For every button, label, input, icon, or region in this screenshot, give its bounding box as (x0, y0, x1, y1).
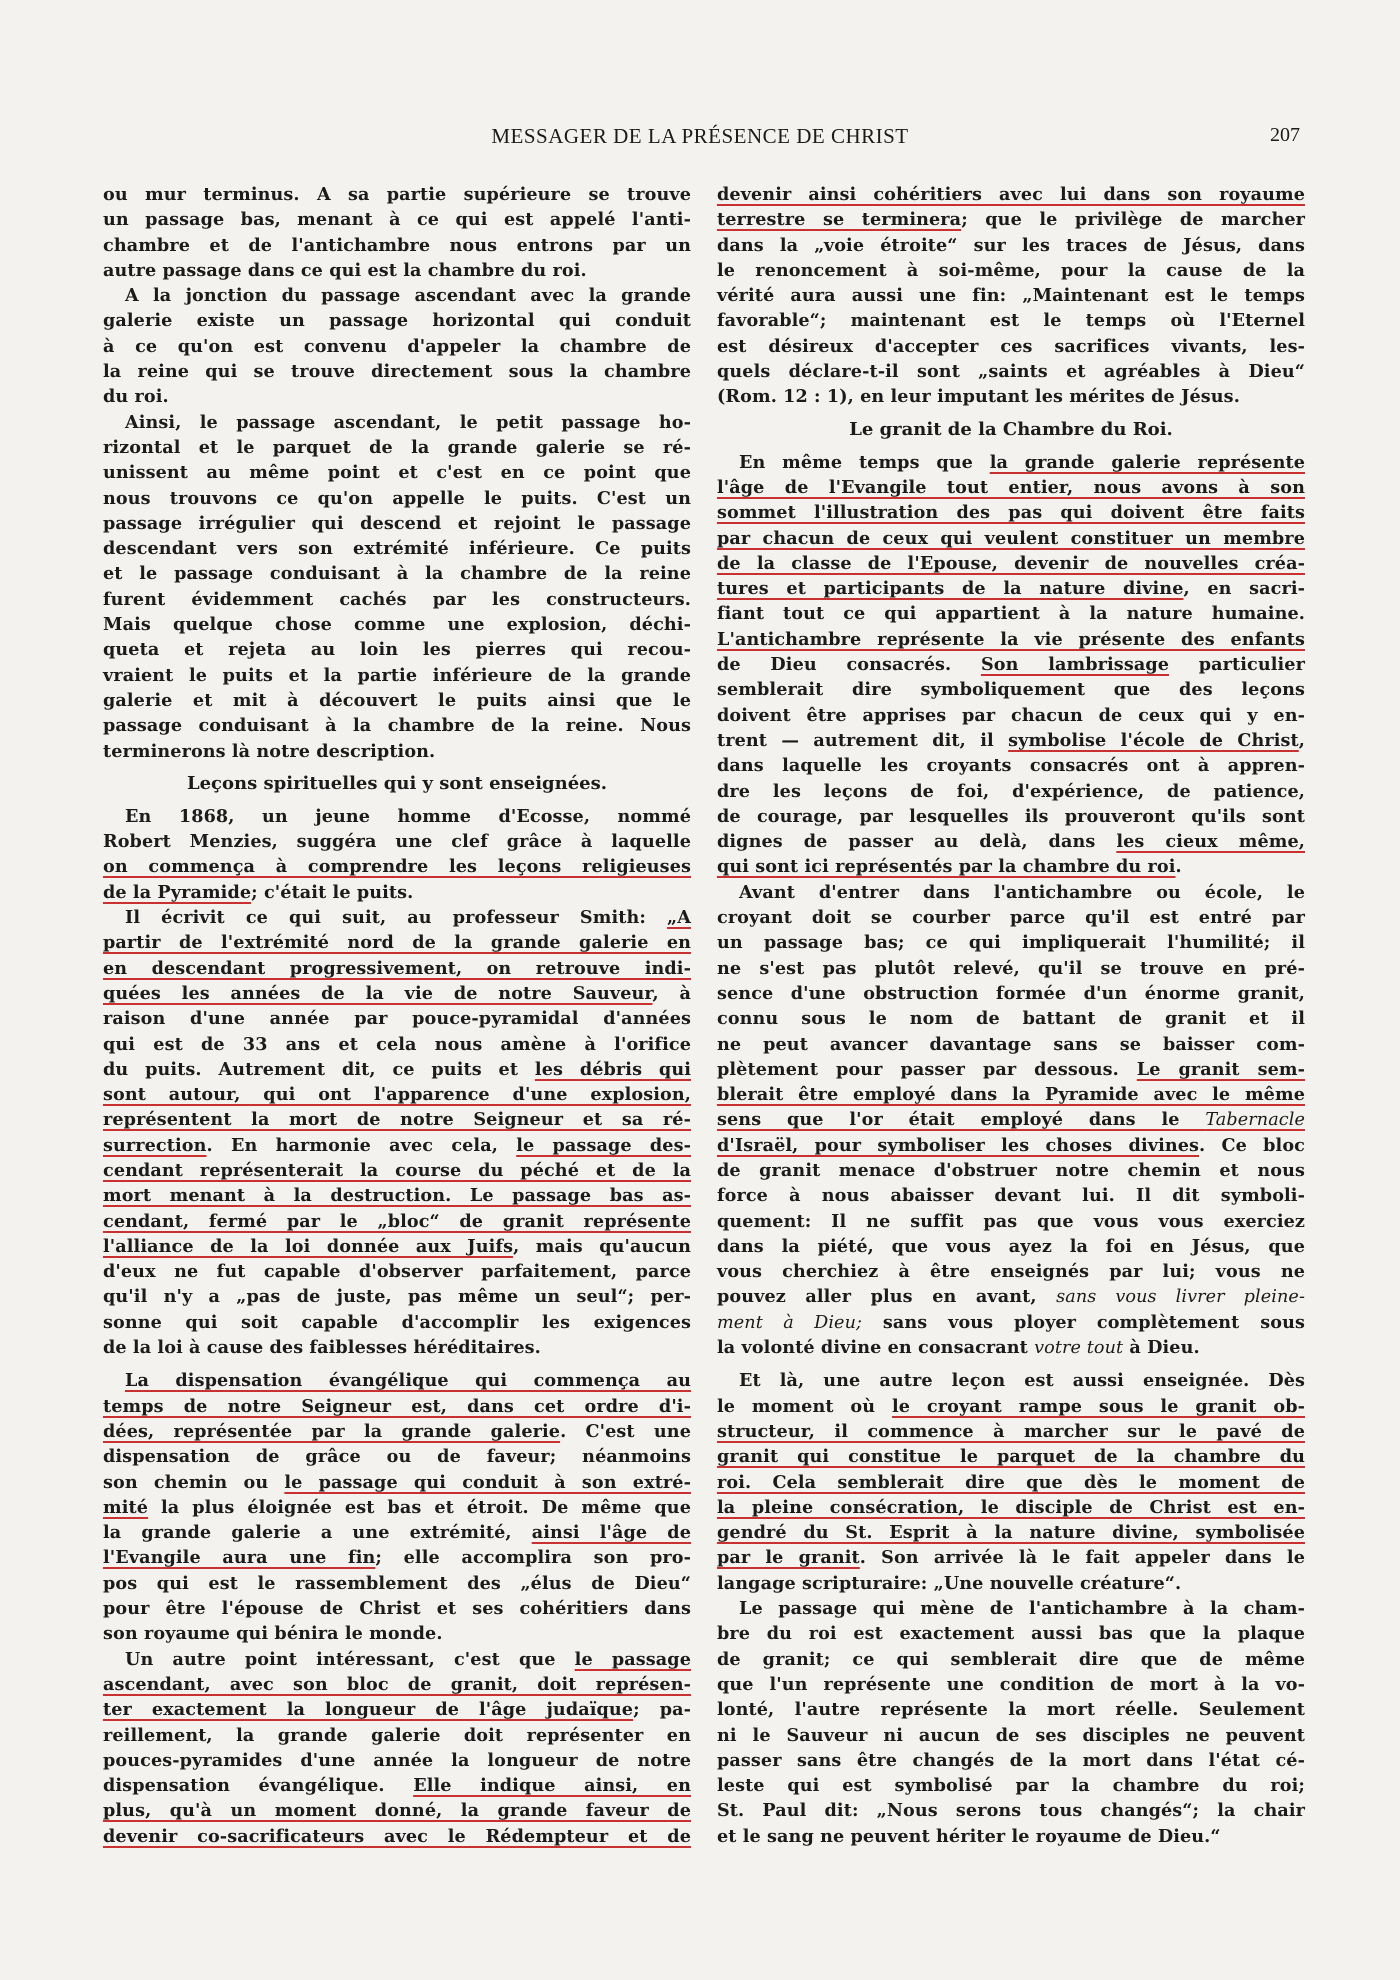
text-segment: furent évidemment cachés par les constructeurs. (103, 588, 691, 610)
text-line (717, 1495, 1305, 1520)
text-line (717, 475, 1305, 500)
text-line (103, 334, 691, 359)
text-segment: trent — autrement dit, il (717, 729, 1009, 751)
text-segment: du puits. Autrement dit, ce puits et (103, 1058, 535, 1080)
text-line (717, 1310, 1305, 1335)
text-line (717, 703, 1305, 728)
underlined-text: Tabernacle (1205, 1110, 1305, 1131)
text-segment: connu sous le nom de battant de granit et il (717, 1008, 1305, 1030)
text-segment: pouvez aller plus en avant, (717, 1286, 1057, 1308)
text-line (103, 854, 691, 879)
text-line (103, 1368, 691, 1393)
text-line (717, 1444, 1305, 1469)
text-line (103, 981, 691, 1006)
text-line (717, 233, 1305, 258)
text-segment: ne peut avancer davantage sans se baisser com- (717, 1033, 1305, 1055)
text-line (717, 551, 1305, 576)
underlined-text: ter exactement la longueur de l'âge judaïque (103, 1699, 634, 1721)
underlined-text: sens que l'or était employé dans le (717, 1109, 1206, 1131)
text-line (103, 688, 691, 713)
text-line (103, 561, 691, 586)
text-segment: dans la „voie étroite“ sur les traces de Jésus, dans (717, 234, 1305, 256)
text-line (717, 1672, 1305, 1697)
text-line (717, 1284, 1305, 1309)
text-line (717, 1571, 1305, 1596)
text-segment: dans la piété, que vous ayez la foi en Jésus, que (717, 1235, 1305, 1257)
text-segment: son chemin ou (103, 1471, 285, 1493)
text-segment: vérité aura aussi une fin: „Maintenant est le temps (717, 285, 1305, 307)
text-segment: vous cherchiez à être enseignés par lui; vous ne (717, 1261, 1305, 1283)
underlined-text: gendré du St. Esprit à la nature divine, symbolisée (717, 1522, 1305, 1544)
text-segment: langage scripturaire: „Une nouvelle créature“. (717, 1572, 1182, 1594)
text-line (717, 1234, 1305, 1259)
text-segment: sonne qui soit capable d'accomplir les exigences (103, 1311, 691, 1333)
text-line (717, 1697, 1305, 1722)
text-line (103, 1032, 691, 1057)
text-segment: autre passage dans ce qui est la chambre du roi. (103, 259, 587, 281)
text-segment: passage conduisant à la chambre de la reine. Nous (103, 715, 691, 737)
text-line (103, 1520, 691, 1545)
underlined-text: Son lambrissage (980, 654, 1170, 676)
underlined-text: devenir ainsi cohéritiers avec lui dans son royaume (717, 184, 1305, 205)
text-line (717, 1470, 1305, 1495)
underlined-text: l'âge de l'Evangile tout entier, nous avons à son (717, 476, 1305, 498)
text-line (717, 1647, 1305, 1672)
text-line (717, 627, 1305, 652)
text-segment: un passage bas, menant à ce qui est appelé l'anti- (103, 209, 691, 231)
text-segment: chambre et de l'antichambre nous entrons par un (103, 234, 691, 256)
text-line (103, 460, 691, 485)
text-segment: un passage bas; ce qui impliquerait l'humilité; il (717, 932, 1305, 954)
text-segment: . Ce bloc (1199, 1134, 1305, 1156)
text-segment: ne s'est pas plutôt relevé, qu'il se trouve en pré- (717, 957, 1305, 979)
text-segment: à ce qu'on est convenu d'appeler la chambre de (103, 335, 691, 357)
text-segment: est désireux d'accepter ces sacrifices vivants, les- (717, 335, 1305, 357)
text-segment: de courage, par lesquelles ils prouveront qu'ils sont (717, 805, 1305, 827)
text-segment: quement: Il ne suffit pas que vous vous exerciez (717, 1210, 1305, 1232)
text-segment: St. Paul dit: „Nous serons tous changés“; la chair (717, 1800, 1305, 1822)
text-line (103, 612, 691, 637)
running-header (0, 124, 1400, 154)
text-segment: ; c'était le puits. (251, 881, 414, 903)
text-segment: de la loi à cause des faiblesses héréditaires. (103, 1337, 541, 1359)
text-line (103, 1158, 691, 1183)
text-line (717, 728, 1305, 753)
text-line (717, 1057, 1305, 1082)
text-segment: ni le Sauveur ni aucun de ses disciples ne peuvent (717, 1724, 1305, 1746)
text-line (103, 880, 691, 905)
text-line (717, 829, 1305, 854)
text-line (717, 956, 1305, 981)
underlined-text: la pleine consécration, le disciple de Christ est en- (717, 1496, 1305, 1518)
text-line (103, 511, 691, 536)
text-line (717, 1596, 1305, 1621)
text-segment: dignes de passer au delà, dans (717, 831, 1117, 853)
right-column (717, 182, 1305, 1849)
underlined-text: l'Evangile aura une fin (103, 1547, 376, 1569)
text-line (717, 601, 1305, 626)
underlined-text: mité (103, 1496, 149, 1518)
section-heading: Leçons spirituelles qui y sont enseignées. (186, 772, 608, 794)
left-column (103, 182, 691, 1849)
text-line (103, 1495, 691, 1520)
text-line (103, 1773, 691, 1798)
text-segment: Mais quelque chose comme une explosion, déchi- (103, 614, 691, 636)
text-line (103, 663, 691, 688)
underlined-text: mort menant à la destruction. Le passage bas as- (103, 1185, 691, 1207)
text-line (717, 1259, 1305, 1284)
text-segment: vraient le puits et la partie inférieure de la grande (103, 664, 691, 686)
page-number: 207 (1270, 124, 1300, 146)
text-segment: doivent être apprises par chacun de ceux qui y en- (717, 704, 1305, 726)
text-line (717, 1621, 1305, 1646)
text-line (717, 1183, 1305, 1208)
text-line (103, 1545, 691, 1570)
text-segment: Un autre point intéressant, c'est que (125, 1648, 575, 1670)
underlined-text: dées, représentée par la grande galerie (103, 1420, 561, 1442)
text-segment: galerie existe un passage horizontal qui conduit (103, 310, 691, 332)
underlined-text: devenir co-sacrificateurs avec le Rédempteur et de (103, 1825, 691, 1847)
text-line (717, 1158, 1305, 1183)
underlined-text: d'Israël, pour symboliser les choses divines (717, 1134, 1200, 1156)
text-line (103, 536, 691, 561)
text-segment: sence d'une obstruction formée d'un énorme granit, (717, 982, 1305, 1004)
section-heading: Le granit de la Chambre du Roi. (849, 418, 1173, 440)
text-line (103, 410, 691, 435)
text-line (103, 258, 691, 283)
text-line (103, 1183, 691, 1208)
text-segment: et le passage conduisant à la chambre de la reine (103, 563, 691, 585)
text-segment: la volonté divine en consacrant (717, 1337, 1035, 1359)
text-segment: Le passage qui mène de l'antichambre à la cham- (739, 1598, 1305, 1620)
text-segment: et le sang ne peuvent hériter le royaume de Dieu.“ (717, 1825, 1221, 1847)
text-line (103, 1470, 691, 1495)
text-line (103, 1697, 691, 1722)
text-line (103, 207, 691, 232)
text-segment: . (1175, 856, 1182, 878)
text-line (103, 1748, 691, 1773)
text-line (717, 677, 1305, 702)
text-line (103, 283, 691, 308)
text-segment: dispensation évangélique. (103, 1775, 414, 1797)
underlined-text: structeur, il commence à marcher sur le pavé de (717, 1420, 1305, 1442)
text-line (717, 1748, 1305, 1773)
text-line (103, 182, 691, 207)
underlined-text: roi. Cela semblerait dire que dès le moment de (717, 1471, 1305, 1493)
text-segment: que l'un représente une condition de mort à la vo- (717, 1673, 1305, 1695)
text-segment: Il écrivit ce qui suit, au professeur Smith: (125, 907, 668, 929)
underlined-text: sont autour, qui ont l'apparence d'une explosion, (103, 1084, 691, 1106)
text-line (717, 359, 1305, 384)
underlined-text: de la classe de l'Epouse, devenir de nouvelles créa- (717, 552, 1305, 574)
underlined-text: surrection (103, 1134, 207, 1156)
underlined-text: le passage des- (516, 1134, 691, 1156)
text-line (717, 1032, 1305, 1057)
text-line (103, 1824, 691, 1849)
underlined-text: „A (667, 907, 691, 929)
text-segment: bre du roi est exactement aussi bas que la plaque (717, 1623, 1305, 1645)
text-line (717, 753, 1305, 778)
underlined-text: partir de l'extrémité nord de la grande galerie en (103, 932, 691, 954)
italic-text: votre tout (1034, 1338, 1124, 1359)
text-line (717, 804, 1305, 829)
text-segment: passer sans être changés de la mort dans l'état cé- (717, 1749, 1305, 1771)
text-segment: pos qui est le rassemblement des „élus de Dieu“ (103, 1572, 691, 1594)
text-line (103, 587, 691, 612)
text-line (717, 779, 1305, 804)
underlined-text: l'alliance de la loi donnée aux Juifs (103, 1235, 514, 1257)
text-segment: Robert Menzies, suggéra une clef grâce à laquelle (103, 831, 691, 853)
text-segment: unissent au même point et c'est en ce point que (103, 462, 691, 484)
underlined-text: représentent la mort de notre Seigneur et sa ré- (103, 1109, 691, 1131)
text-line (103, 1335, 691, 1360)
text-segment: de granit; ce qui semblerait dire que de même (717, 1648, 1305, 1670)
text-segment: pour être l'épouse de Christ et ses cohéritiers dans (103, 1598, 691, 1620)
text-segment: descendant vers son extrémité inférieure. Ce puits (103, 538, 691, 560)
text-line (717, 283, 1305, 308)
text-segment: fiant tout ce qui appartient à la nature humaine. (717, 603, 1305, 625)
text-segment: , mais qu'aucun (513, 1235, 691, 1257)
text-line (103, 1310, 691, 1335)
text-line (717, 450, 1305, 475)
text-line (717, 880, 1305, 905)
text-segment: sans vous ployer complètement sous (862, 1311, 1305, 1333)
underlined-text: terrestre se terminera (717, 209, 962, 231)
text-line (717, 1545, 1305, 1570)
text-segment: ; que le privilège de marcher (961, 209, 1306, 231)
text-segment: du roi. (103, 386, 169, 408)
text-segment: , (1298, 729, 1305, 751)
text-line (103, 1006, 691, 1031)
text-line (717, 1107, 1305, 1132)
underlined-text: tures et participants de la nature divine (717, 578, 1184, 600)
text-segment: à Dieu. (1123, 1337, 1200, 1359)
text-line (103, 1672, 691, 1697)
text-line (103, 1571, 691, 1596)
underlined-text: le croyant rampe sous le granit ob- (892, 1395, 1305, 1417)
text-segment: leste qui est symbolisé par la chambre du roi; (717, 1775, 1305, 1797)
text-line (103, 1259, 691, 1284)
underlined-text: de la Pyramide (103, 881, 252, 903)
text-line (103, 930, 691, 955)
underlined-text: qui sont ici représentés par la chambre du roi (717, 856, 1176, 878)
text-segment: d'eux ne fut capable d'observer parfaitement, parce (103, 1261, 691, 1283)
text-line (717, 854, 1305, 879)
underlined-text: symbolise l'école de Christ (1008, 729, 1299, 751)
underlined-text: par le granit (717, 1547, 860, 1569)
text-segment: de granit menace d'obstruer notre chemin et nous (717, 1159, 1305, 1181)
text-segment: dre les leçons de foi, d'expérience, de patience, (717, 780, 1305, 802)
text-segment: la grande galerie a une extrémité, (103, 1522, 532, 1544)
text-line (103, 804, 691, 829)
text-line (103, 1723, 691, 1748)
text-line (717, 1209, 1305, 1234)
text-line (717, 1006, 1305, 1031)
text-line (103, 1621, 691, 1646)
text-segment: Ainsi, le passage ascendant, le petit passage ho- (125, 411, 691, 433)
text-line (103, 1133, 691, 1158)
text-line (717, 1133, 1305, 1158)
underlined-text: par chacun de ceux qui veulent constituer un membre (717, 527, 1305, 549)
underlined-text: temps de notre Seigneur est, dans cet ordre d'i- (103, 1395, 691, 1417)
text-line (103, 1444, 691, 1469)
underlined-text: la grande galerie représente (989, 451, 1305, 473)
underlined-text: Elle indique ainsi, en (413, 1775, 691, 1797)
text-line (717, 182, 1305, 207)
underlined-text: sommet l'illustration des pas qui doivent être faits (717, 502, 1305, 524)
text-line (717, 905, 1305, 930)
text-line (103, 1394, 691, 1419)
text-segment: En même temps que (739, 451, 990, 473)
italic-text: sans vous livrer pleine- (1056, 1287, 1305, 1308)
text-segment: la reine qui se trouve directement sous la chambre (103, 361, 691, 383)
text-segment: quels déclare-t-il sont „saints et agréables à Dieu“ (717, 361, 1305, 383)
text-segment: la plus éloignée est bas et étroit. De même que (148, 1496, 691, 1518)
text-line (717, 1335, 1305, 1360)
text-line (717, 1082, 1305, 1107)
text-segment: raison d'une année par pouce-pyramidal d'années (103, 1008, 691, 1030)
text-segment: . Son arrivée là le fait appeler dans le (859, 1547, 1305, 1569)
text-segment: (Rom. 12 : 1), en leur imputant les mérites de Jésus. (717, 386, 1240, 408)
running-title: MESSAGER DE LA PRÉSENCE DE CHRIST (491, 124, 909, 148)
text-line (103, 1419, 691, 1444)
paragraph-gap (717, 1360, 1305, 1368)
text-line (717, 1419, 1305, 1444)
text-segment: En 1868, un jeune homme d'Ecosse, nommé (125, 805, 691, 827)
text-segment: A la jonction du passage ascendant avec la grande (125, 285, 691, 307)
text-line (717, 207, 1305, 232)
text-segment: dispensation de grâce ou de faveur; néanmoins (103, 1446, 691, 1468)
text-line (717, 308, 1305, 333)
text-segment: lonté, l'autre représente la mort réelle. Seulement (717, 1699, 1305, 1721)
text-segment: ; pa- (633, 1699, 691, 1721)
text-line (717, 930, 1305, 955)
text-line (717, 334, 1305, 359)
text-segment: . En harmonie avec cela, (206, 1134, 517, 1156)
text-segment: qu'il n'y a „pas de juste, pas même un seul“; per- (103, 1286, 691, 1308)
text-line (103, 905, 691, 930)
italic-text: ment à Dieu; (717, 1312, 863, 1333)
underlined-text: ascendant, avec son bloc de granit, doit représen- (103, 1673, 691, 1695)
text-segment: pouces-pyramides d'une année la longueur de notre (103, 1749, 691, 1771)
underlined-text: granit qui constitue le parquet de la chambre du (717, 1446, 1305, 1468)
text-line (717, 1824, 1305, 1849)
text-line (103, 1082, 691, 1107)
text-segment: reillement, la grande galerie doit représenter en (103, 1724, 691, 1746)
text-line (717, 1394, 1305, 1419)
text-segment: particulier (1169, 654, 1305, 676)
text-segment: semblerait dire symboliquement que des leçons (717, 679, 1305, 701)
text-line (717, 526, 1305, 551)
text-line (717, 1368, 1305, 1393)
underlined-text: les cieux même, (1116, 831, 1305, 853)
text-line (103, 739, 691, 764)
text-segment: . C'est une (560, 1420, 691, 1442)
text-line (717, 1773, 1305, 1798)
text-line (103, 1234, 691, 1259)
text-line (717, 1723, 1305, 1748)
text-line (103, 956, 691, 981)
underlined-text: les débris qui (534, 1058, 691, 1080)
text-line (103, 233, 691, 258)
text-line (717, 652, 1305, 677)
text-line (717, 1520, 1305, 1545)
text-segment: plètement pour passer par dessous. (717, 1058, 1137, 1080)
underlined-text: L'antichambre représente la vie présente des enfants (717, 628, 1305, 650)
text-line (103, 1284, 691, 1309)
text-segment: terminerons là notre description. (103, 740, 436, 762)
underlined-text: ainsi l'âge de (531, 1522, 692, 1544)
text-line (103, 435, 691, 460)
text-segment: , en sacri- (1183, 578, 1305, 600)
text-line (103, 1798, 691, 1823)
text-segment: , à (652, 982, 691, 1004)
underlined-text: cendant, fermé par le „bloc“ de granit représente (103, 1210, 691, 1232)
text-segment: rizontal et le parquet de la grande galerie se ré- (103, 436, 691, 458)
underlined-text: blerait être employé dans la Pyramide avec le même (717, 1084, 1305, 1106)
text-line (717, 384, 1305, 409)
underlined-text: le passage (574, 1648, 691, 1670)
text-line (103, 384, 691, 409)
text-line (103, 1596, 691, 1621)
text-segment: son royaume qui bénira le monde. (103, 1623, 443, 1645)
text-segment: dans laquelle les croyants consacrés ont à appren- (717, 755, 1305, 777)
text-segment: ; elle accomplira son pro- (375, 1547, 691, 1569)
text-segment: Et là, une autre leçon est aussi enseignée. Dès (739, 1370, 1305, 1392)
text-line (103, 637, 691, 662)
text-line (103, 829, 691, 854)
text-line (103, 1107, 691, 1132)
text-line (103, 713, 691, 738)
text-line (717, 576, 1305, 601)
text-line (103, 1057, 691, 1082)
text-segment: le renoncement à soi-même, pour la cause de la (717, 259, 1305, 281)
text-line (717, 500, 1305, 525)
text-line (103, 1209, 691, 1234)
underlined-text: le passage qui conduit à son extré- (284, 1471, 691, 1493)
text-segment: favorable“; maintenant est le temps où l'Eternel (717, 310, 1305, 332)
text-segment: croyant doit se courber parce qu'il est entré par (717, 907, 1305, 929)
text-segment: nous trouvons ce qu'on appelle le puits. C'est un (103, 487, 691, 509)
text-segment: le moment où (717, 1395, 893, 1417)
text-segment: queta et rejeta au loin les pierres qui recou- (103, 639, 691, 661)
text-line (103, 308, 691, 333)
text-line (103, 486, 691, 511)
text-segment: galerie et mit à découvert le puits ainsi que le (103, 689, 691, 711)
text-line (103, 359, 691, 384)
underlined-text: La dispensation évangélique qui commença au (125, 1370, 691, 1392)
text-segment: force à nous abaisser devant lui. Il dit symboli- (717, 1185, 1305, 1207)
text-line (717, 981, 1305, 1006)
underlined-text: plus, qu'à un moment donné, la grande faveur de (103, 1800, 691, 1822)
text-segment: qui est de 33 ans et cela nous amène à l'orifice (103, 1033, 691, 1055)
underlined-text: quées les années de la vie de notre Sauveur (103, 982, 653, 1004)
underlined-text: cendant représenterait la course du péché et de la (103, 1159, 691, 1181)
text-segment: Avant d'entrer dans l'antichambre ou école, le (739, 881, 1305, 903)
underlined-text: en descendant progressivement, on retrouve indi- (103, 957, 691, 979)
text-line (103, 1647, 691, 1672)
underlined-text: Le granit sem- (1136, 1058, 1305, 1080)
text-line (717, 258, 1305, 283)
text-segment: ou mur terminus. A sa partie supérieure se trouve (103, 184, 691, 205)
text-line (717, 1798, 1305, 1823)
underlined-text: on commença à comprendre les leçons religieuses (103, 856, 691, 878)
text-segment: passage irrégulier qui descend et rejoint le passage (103, 512, 691, 534)
text-segment: de Dieu consacrés. (717, 654, 981, 676)
paragraph-gap (103, 1360, 691, 1368)
